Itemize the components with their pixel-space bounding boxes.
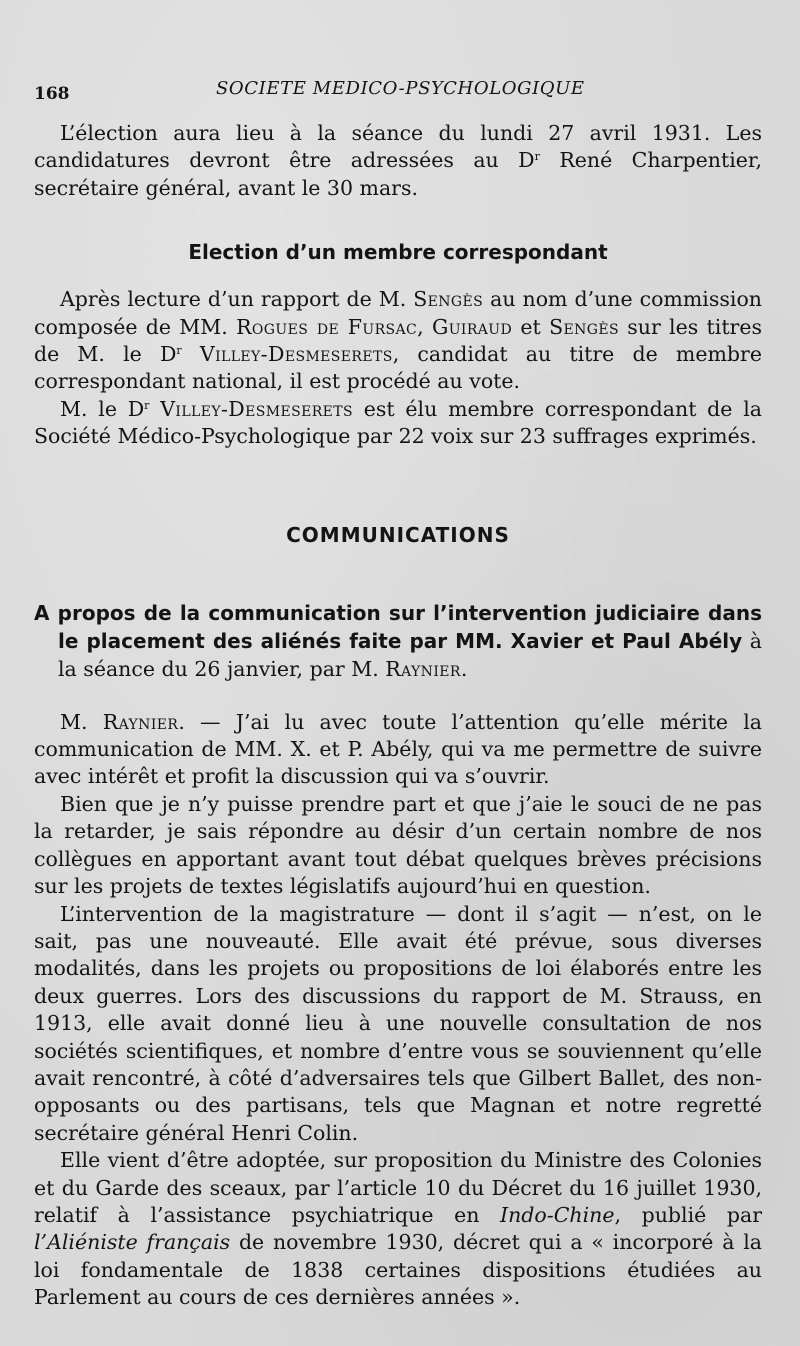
communication-paragraph-3: L’intervention de la magistrature — dont il s’agit — n’est, on le sait, pas une nouveauté. Elle avait été prévue, sous diverses modalités, dans les projets ou propositions de loi élaborés entre les deux guerres. Lors des discussions du rapport de M. Strauss, en 1913, elle avait donné lieu à une nouvelle consultation de nos sociétés scientifiques, et nombre d’entre vous se souviennent qu’elle avait rencontré, à côté d’adversaires tels que Gilbert Ballet, des non-opposants ou des partisans, tels que Magnan et notre regretté secrétaire général Henri Colin.: [34, 901, 762, 1145]
communication-paragraph-4: Elle vient d’être adoptée, sur proposition du Ministre des Colonies et du Garde des sceaux, par l’article 10 du Décret du 16 juillet 1930, relatif à l’assistance psychiatrique en Indo-Chine, publié par l’Aliéniste français de novembre 1930, décret qui a « incorporé à la loi fondamentale de 1838 certaines dispositions étudiées au Parlement au cours de ces dernières années ».: [34, 1148, 763, 1310]
running-head: [34, 76, 762, 106]
article-title: A propos de la communication sur l’intervention judiciaire dans le placement des aliénés faite par MM. Xavier et Paul Abély à la séance du 26 janvier, par M. Raynier.: [34, 600, 762, 681]
election-paragraph-1: Après lecture d’un rapport de M. Sengès au nom d’une commission composée de MM. Rogues de Fursac, Guiraud et Sengès sur les titres de M. le $D^r$ Villey-Desmeserets, candidat au titre de membre correspondant national, il est procédé au vote.: [34, 287, 763, 394]
communication-paragraph-1: M. Raynier. — J’ai lu avec toute l’attention qu’elle mérite la communication de MM. X. et P. Abély, qui va me permettre de suivre avec intérêt et profit la discussion qui va s’ouvrir.: [34, 709, 762, 789]
election-paragraph-2: M. le $D^r$ Villey-Desmeserets est élu membre correspondant de la Société Médico-Psychologique par 22 voix sur 23 suffrages exprimés.: [34, 396, 762, 449]
page-number: 168: [34, 84, 70, 104]
election-heading: Election d’un membre correspondant: [188, 240, 608, 265]
running-title: SOCIETE MEDICO-PSYCHOLOGIQUE: [216, 78, 585, 99]
communications-heading: COMMUNICATIONS: [286, 522, 510, 547]
intro-paragraph: L’élection aura lieu à la séance du lundi 27 avril 1931. Les candidatures devront être adressées au $D^r$ René Charpentier, secrétaire général, avant le 30 mars.: [34, 121, 762, 200]
communication-paragraph-2: Bien que je n’y puisse prendre part et que j’aie le souci de ne pas la retarder, je sais répondre au désir d’un certain nombre de nos collègues en apportant avant tout débat quelques brèves précisions sur les projets de textes législatifs aujourd’hui en question.: [34, 791, 762, 899]
